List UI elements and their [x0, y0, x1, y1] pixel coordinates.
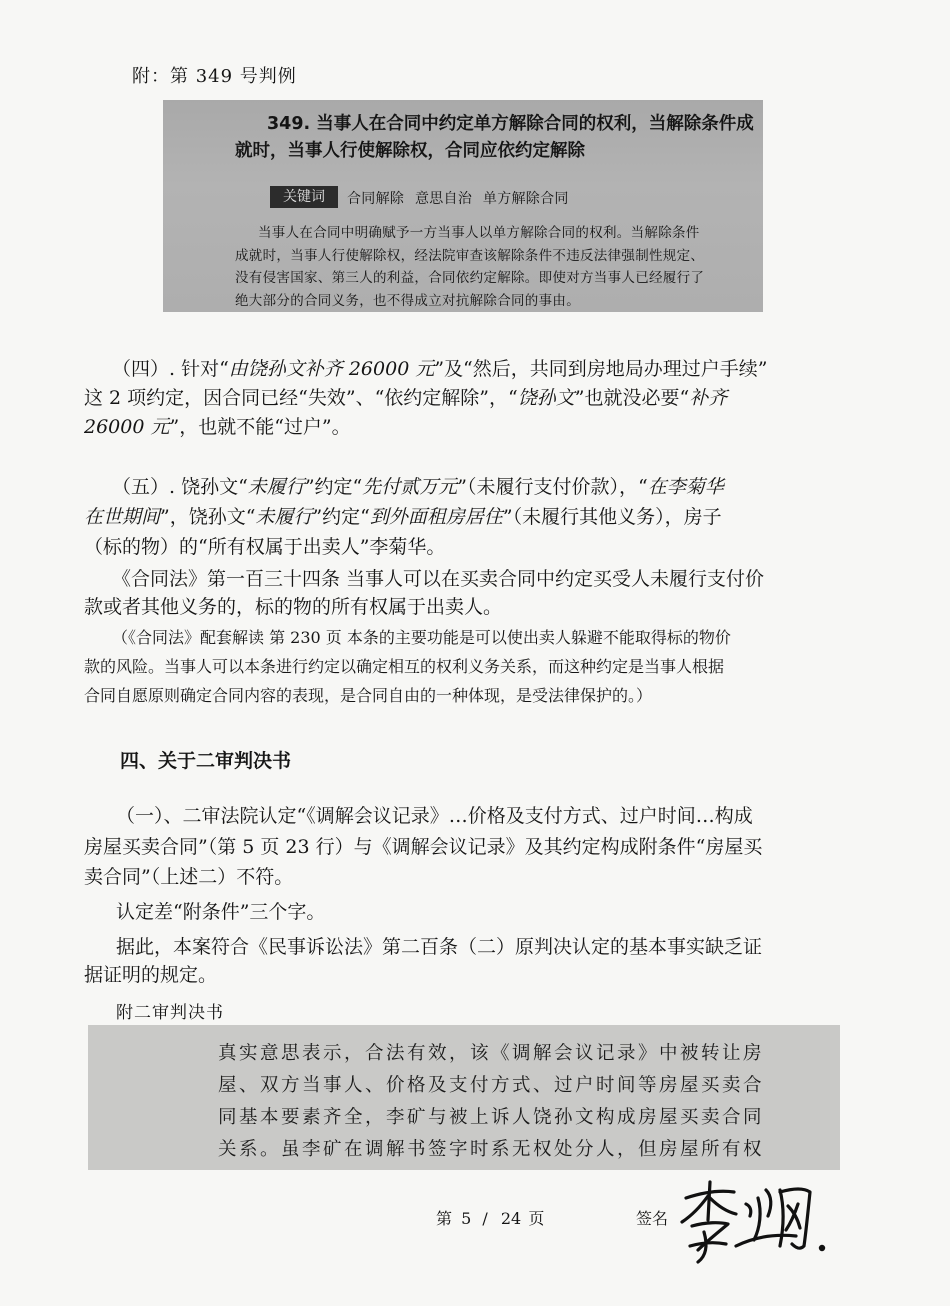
keyword-tag: 关键词: [270, 186, 338, 208]
page-number: 第 5 / 24 页: [436, 1209, 545, 1228]
judgment-attach-label: 附二审判决书: [116, 1003, 224, 1023]
case-title-line-1: 349. 当事人在合同中约定单方解除合同的权利，当解除条件成: [267, 114, 754, 134]
para4-line-2: 这 2 项约定，因合同已经“失效”、“依约定解除”，“饶孙文”也就没必要“补齐: [84, 387, 728, 409]
section4-p1-line-3: 卖合同”（上述二）不符。: [84, 866, 294, 888]
para5-line-1: （五）. 饶孙文“未履行”约定“先付贰万元”（未履行支付价款），“在李菊华: [112, 476, 724, 498]
section-heading: 四、关于二审判决书: [120, 750, 292, 772]
section4-p1-line-2: 房屋买卖合同”（第 5 页 23 行）与《调解会议记录》及其约定构成附条件“房屋买: [84, 836, 763, 858]
note-line-3: 合同自愿原则确定合同内容的表现，是合同自由的一种体现，是受法律保护的。）: [84, 686, 653, 705]
judgment-line: 关系。虽李矿在调解书签字时系无权处分人，但房屋所有权: [218, 1139, 765, 1160]
law-quote-line-2: 款或者其他义务的，标的物的所有权属于出卖人。: [84, 596, 503, 618]
case-body-line: 当事人在合同中明确赋予一方当事人以单方解除合同的权利。当解除条件: [258, 225, 700, 241]
law-quote-line-1: 《合同法》第一百三十四条 当事人可以在买卖合同中约定买受人未履行支付价: [112, 568, 765, 590]
judgment-line: 真实意思表示，合法有效，该《调解会议记录》中被转让房: [218, 1043, 765, 1064]
section4-p1-line-1: （一）、二审法院认定“《调解会议记录》…价格及支付方式、过户时间…构成: [116, 805, 753, 827]
section4-p2: 认定差“附条件”三个字。: [116, 901, 326, 923]
case-keywords: 合同解除 意思自治 单方解除合同: [347, 191, 569, 207]
section4-p3-line-2: 据证明的规定。: [84, 964, 218, 986]
attachment-label: 附：第 349 号判例: [132, 66, 297, 87]
para4-line-3: 26000 元”，也就不能“过户”。: [84, 416, 351, 438]
case-body-line: 没有侵害国家、第三人的利益，合同依约定解除。即使对方当事人已经履行了: [235, 270, 705, 286]
judgment-line: 屋、双方当事人、价格及支付方式、过户时间等房屋买卖合: [218, 1075, 765, 1096]
case-title-line-2: 就时，当事人行使解除权，合同应依约定解除: [235, 141, 585, 161]
note-line-2: 款的风险。当事人可以本条进行约定以确定相互的权利义务关系，而这种约定是当事人根据: [84, 657, 725, 676]
para5-line-3: （标的物）的“所有权属于出卖人”李菊华。: [84, 536, 446, 558]
note-line-1: （《合同法》配套解读 第 230 页 本条的主要功能是可以使出卖人躲避不能取得标的物价: [112, 628, 731, 647]
handwritten-signature: [676, 1176, 836, 1268]
para5-line-2: 在世期间”，饶孙文“未履行”约定“到外面租房居住”（未履行其他义务），房子: [84, 506, 722, 528]
judgment-line: 同基本要素齐全，李矿与被上诉人饶孙文构成房屋买卖合同: [218, 1107, 765, 1128]
para4-line-1: （四）. 针对“由饶孙文补齐 26000 元”及“然后，共同到房地局办理过户手续”: [112, 358, 768, 380]
section4-p3-line-1: 据此，本案符合《民事诉讼法》第二百条（二）原判决认定的基本事实缺乏证: [116, 936, 763, 958]
signature-label: 签名: [636, 1209, 669, 1228]
judgment-clipping: [88, 1025, 840, 1170]
case-body-line: 成就时，当事人行使解除权，经法院审查该解除条件不违反法律强制性规定、: [235, 248, 705, 264]
case-body-line: 绝大部分的合同义务，也不得成立对抗解除合同的事由。: [235, 293, 580, 309]
